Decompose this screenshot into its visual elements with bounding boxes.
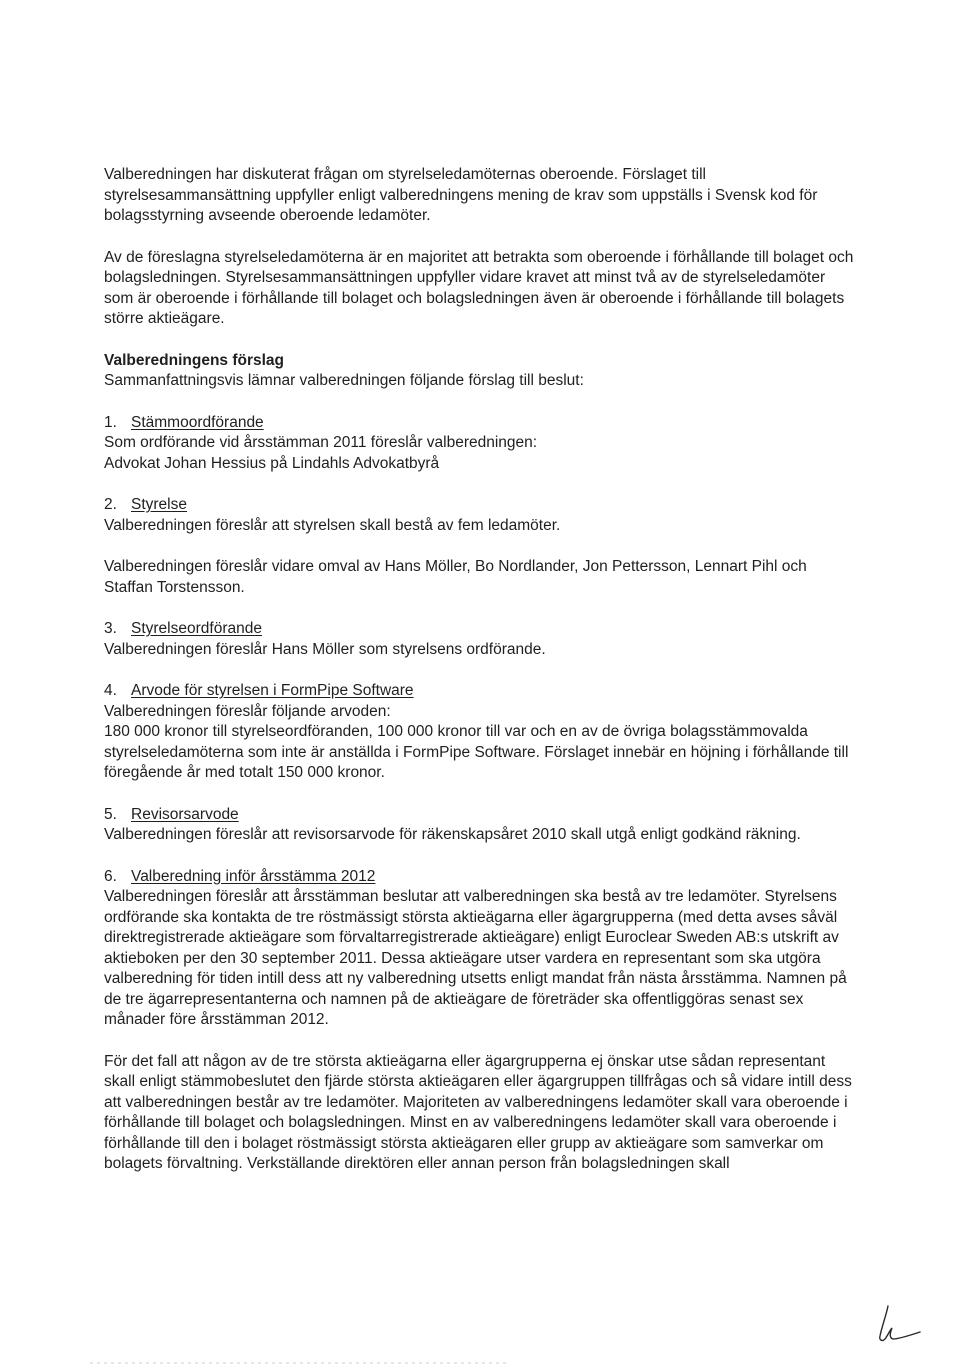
scan-artifact-line <box>90 1362 510 1364</box>
item-heading <box>104 495 856 516</box>
item-heading <box>104 413 856 434</box>
item-text: För det fall att någon av de tre största aktieägarna eller ägargrupperna ej önskar utse sådan representant skall enligt stämmobeslutet den fjärde största aktieägaren eller ägargruppen tillfrågas och så vidare intill dess att valberedningen består av tre ledamöter. Majoriteten av valberedningens ledamöter skall vara oberoende i förhållande till bolaget och bolagsledningen. Minst en av valberedningens ledamöter skall vara oberoende i förhållande till den i bolaget röstmässigt största aktieägaren eller grupp av aktieägare som samverkar om bolagets förvaltning. Verkställande direktören eller annan person från bolagsledningen skall <box>104 1052 852 1172</box>
independence-paragraph: Av de föreslagna styrelseledamöterna är en majoritet att betrakta som oberoende i förhållande till bolaget och bolagsledningen. Styrelsesammansättningen uppfyller vidare kravet att minst två av de styrelseledamöter som är oberoende i förhållande till bolaget och bolagsledningen även är oberoende i förhållande till bolagets större aktieägare. <box>104 248 854 327</box>
item-heading <box>104 681 856 702</box>
item-heading <box>104 619 856 640</box>
proposal-item-2 <box>104 495 856 598</box>
document-page <box>104 165 856 1175</box>
item-title: Styrelse <box>131 496 187 513</box>
item-heading <box>104 805 856 826</box>
proposal-item-6 <box>104 867 856 1175</box>
proposal-heading: Valberedningens förslag <box>104 351 285 369</box>
item-number: 4. <box>104 682 117 699</box>
item-text: Valberedningen föreslår att styrelsen skall bestå av fem ledamöter. <box>104 516 561 534</box>
intro-paragraph: Valberedningen har diskuterat frågan om styrelseledamöternas oberoende. Förslaget till styrelsesammansättning uppfyller enligt valberedningens mening de krav som uppställs i Svensk kod för bolagsstyrning avseende oberoende ledamöter. <box>104 166 818 224</box>
item-text: Advokat Johan Hessius på Lindahls Advokatbyrå <box>104 454 440 472</box>
item-number: 5. <box>104 805 117 823</box>
item-text: Som ordförande vid årsstämman 2011 föreslår valberedningen: <box>104 434 538 451</box>
item-title: Stämmoordförande <box>131 413 264 431</box>
item-number: 1. <box>104 413 117 431</box>
item-title: Arvode för styrelsen i FormPipe Software <box>131 682 414 699</box>
item-heading <box>104 867 856 888</box>
item-text: Valberedningen föreslår följande arvoden: <box>104 702 391 720</box>
proposal-item-4 <box>104 681 856 784</box>
item-number: 3. <box>104 620 117 637</box>
item-text: Valberedningen föreslår att årsstämman beslutar att valberedningen ska bestå av tre ledamöter. Styrelsens ordförande ska kontakta de tre röstmässigt största aktieägarna eller ägargrupperna (med detta avses såväl direktregistrerade aktieägare som förvaltarregistrerade aktieägare) enligt Euroclear Sweden AB:s utskrift av aktieboken per den 30 september 2011. Dessa aktieägare utser vardera en representant som ska utgöra valberedning för tiden intill dess att ny valberedning utsetts enligt mandat från nästa årsstämma. Namnen på de tre ägarrepresentanterna och namnen på de aktieägare de företräder ska offentliggöras senast sex månader före årsstämman 2012. <box>104 888 847 1028</box>
item-text: Valberedningen föreslår att revisorsarvode för räkenskapsåret 2010 skall utgå enligt godkänd räkning. <box>104 826 801 843</box>
item-number: 6. <box>104 867 117 885</box>
item-title: Valberedning inför årsstämma 2012 <box>131 867 376 885</box>
proposal-item-3 <box>104 619 856 660</box>
proposal-item-5 <box>104 805 856 846</box>
proposal-item-1 <box>104 413 856 475</box>
handwritten-initials-icon <box>868 1302 924 1344</box>
item-title: Styrelseordförande <box>131 620 262 637</box>
item-number: 2. <box>104 496 117 513</box>
item-text: Valberedningen föreslår Hans Möller som styrelsens ordförande. <box>104 640 546 658</box>
item-text: Valberedningen föreslår vidare omval av Hans Möller, Bo Nordlander, Jon Pettersson, Lennart Pihl och Staffan Torstensson. <box>104 558 807 596</box>
item-title: Revisorsarvode <box>131 805 239 823</box>
item-text: 180 000 kronor till styrelseordföranden, 100 000 kronor till var och en av de övriga bolagsstämmovalda styrelseledamöterna som inte är anställda i FormPipe Software. Förslaget innebär en höjning i förhållande till föregående år med totalt 150 000 kronor. <box>104 723 849 781</box>
proposal-lead: Sammanfattningsvis lämnar valberedningen följande förslag till beslut: <box>104 372 584 389</box>
